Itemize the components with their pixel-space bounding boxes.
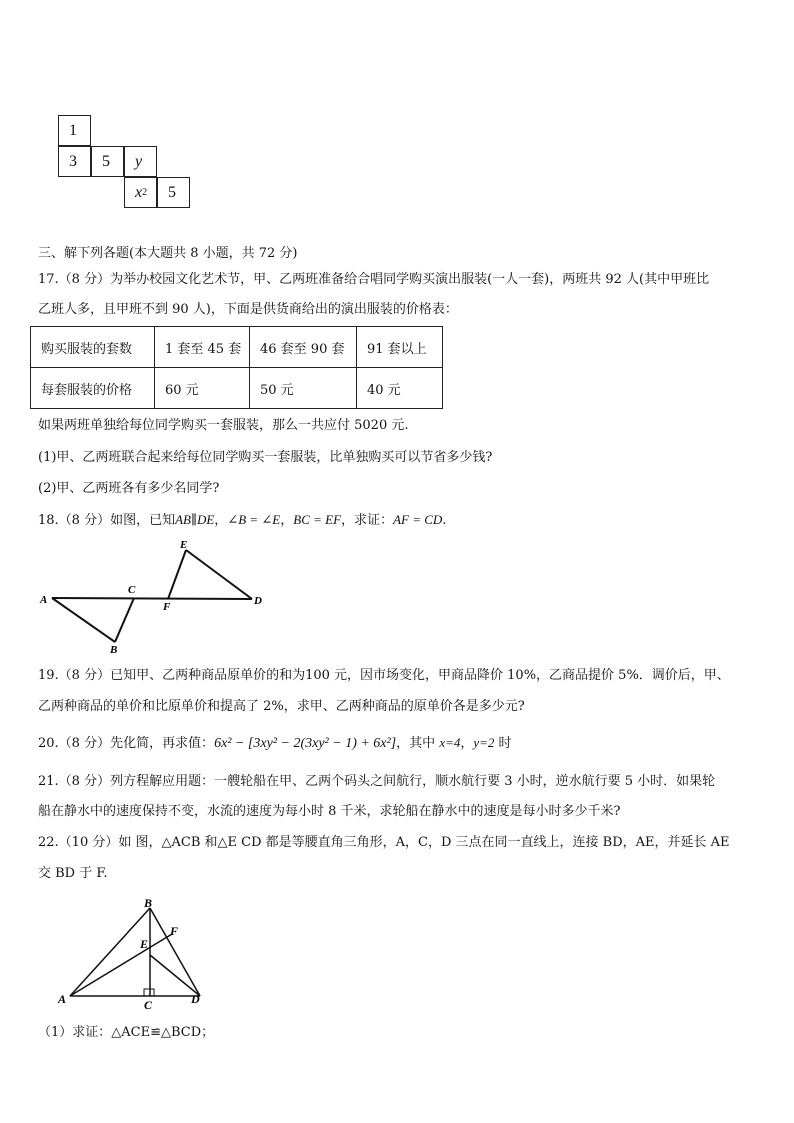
table-row [31, 327, 443, 368]
grid-cell [58, 115, 91, 146]
q20-comma: ， [460, 736, 474, 751]
q18-cond1: AB∥DE [175, 512, 215, 527]
q21-text-line1: 21.（8 分）列方程解应用题：一艘轮船在甲、乙两个码头之间航行，顺水航行要 3 小时，逆水航行要 5 小时．如果轮 [38, 774, 716, 789]
grid-cell-text: y [135, 152, 143, 170]
table-cell: 91 套以上 [357, 327, 443, 368]
segment-ed [150, 955, 200, 996]
table-cell: 1 套至 45 套 [155, 327, 250, 368]
q17-text-line2: 乙班人多，且甲班不到 90 人)，下面是供货商给出的演出服装的价格表： [38, 302, 458, 317]
q18-cond3: BC = EF [293, 512, 342, 527]
grid-cell [157, 177, 190, 208]
q20-prefix: 20.（8 分）先化简，再求值： [38, 736, 215, 751]
q18-sep: ， [280, 513, 294, 528]
q20-text [38, 735, 512, 752]
grid-cell-exponent: 2 [142, 187, 148, 198]
section-header: 三、解下列各题(本大题共 8 小题，共 72 分) [38, 246, 298, 261]
label-f: F [170, 924, 179, 938]
q22-text-line2: 交 BD 于 F. [38, 866, 108, 881]
grid-cell-text: 5 [168, 183, 176, 201]
q22-figure [50, 893, 230, 1013]
label-c: C [144, 998, 153, 1012]
q22-text-line1: 22.（10 分）如 图，△ACB 和△E CD 都是等腰直角三角形，A，C，D 三点在同一直线上，连接 BD，AE，并延长 AE [38, 835, 730, 850]
q18-prefix: 18.（8 分）如图，已知 [38, 513, 176, 528]
q18-text [38, 512, 446, 529]
label-e: E [140, 937, 149, 951]
segment-ad [52, 598, 252, 599]
segment-bc [115, 598, 134, 642]
label-d: D [254, 595, 262, 607]
right-angle-mark [144, 989, 154, 996]
segment-ab [52, 598, 115, 642]
q18-goal: AF = CD [393, 512, 443, 527]
label-c: C [128, 584, 136, 596]
q18-figure [30, 538, 280, 658]
q22-sub1: （1）求证：△ACE≌△BCD； [38, 1025, 215, 1040]
label-f: F [163, 601, 171, 613]
table-cell: 46 套至 90 套 [250, 327, 357, 368]
table-row [31, 368, 443, 409]
q19-text-line1: 19.（8 分）已知甲、乙两种商品原单价的和为100 元，因市场变化，甲商品降价 10%，乙商品提价 5%．调价后，甲、 [38, 668, 730, 683]
table-cell: 50 元 [250, 368, 357, 409]
q20-expression: 6x² − [3xy² − 2(3xy² − 1) + 6x²] [214, 736, 397, 751]
table-cell: 40 元 [357, 368, 443, 409]
table-cell: 60 元 [155, 368, 250, 409]
label-a: A [40, 594, 48, 606]
q20-suffix-end: 时 [494, 736, 512, 751]
grid-cell [124, 177, 157, 208]
segment-ed [186, 550, 252, 599]
segment-bd [150, 908, 200, 996]
label-d: D [191, 992, 200, 1006]
q19-text-line2: 乙两种商品的单价和比原单价和提高了 2%，求甲、乙两种商品的原单价各是多少元? [38, 699, 525, 714]
grid-cell-text: 5 [102, 152, 110, 170]
table-cell: 购买服装的套数 [31, 327, 155, 368]
q18-sep: ， [214, 513, 228, 528]
q20-x-value: x=4 [439, 735, 461, 750]
q17-after-table: 如果两班单独给每位同学购买一套服装，那么一共应付 5020 元. [38, 418, 409, 433]
table-cell: 每套服装的价格 [31, 368, 155, 409]
grid-cell-text: 1 [69, 121, 77, 139]
grid-cell [58, 146, 91, 177]
q21-text-line2: 船在静水中的速度保持不变，水流的速度为每小时 8 千米，求轮船在静水中的速度是每小时多少千米? [38, 804, 621, 819]
segment-af [70, 934, 172, 996]
label-e: E [180, 539, 188, 551]
label-a: A [58, 992, 67, 1006]
segment-ab [70, 908, 150, 996]
q18-cond2: ∠B = ∠E [227, 512, 281, 527]
grid-cell-text: 3 [69, 152, 77, 170]
grid-cell-text: x [135, 183, 143, 201]
q17-sub1: (1)甲、乙两班联合起来给每位同学购买一套服装，比单独购买可以节省多少钱? [38, 450, 493, 465]
q18-end: . [442, 513, 447, 528]
q20-y-value: y=2 [473, 735, 495, 750]
q17-text-line1: 17.（8 分）为举办校园文化艺术节，甲、乙两班准备给合唱同学购买演出服装(一人一套)，两班共 92 人(其中甲班比 [38, 272, 710, 287]
label-b: B [110, 644, 118, 656]
q18-mid: ，求证： [341, 513, 394, 528]
q17-sub2: (2)甲、乙两班各有多少名同学? [38, 481, 220, 496]
segment-ef [168, 550, 186, 599]
grid-cell [91, 146, 124, 177]
q20-suffix: ，其中 [396, 736, 440, 751]
label-b: B [144, 896, 153, 910]
price-table [30, 326, 443, 409]
grid-cell [124, 146, 157, 177]
